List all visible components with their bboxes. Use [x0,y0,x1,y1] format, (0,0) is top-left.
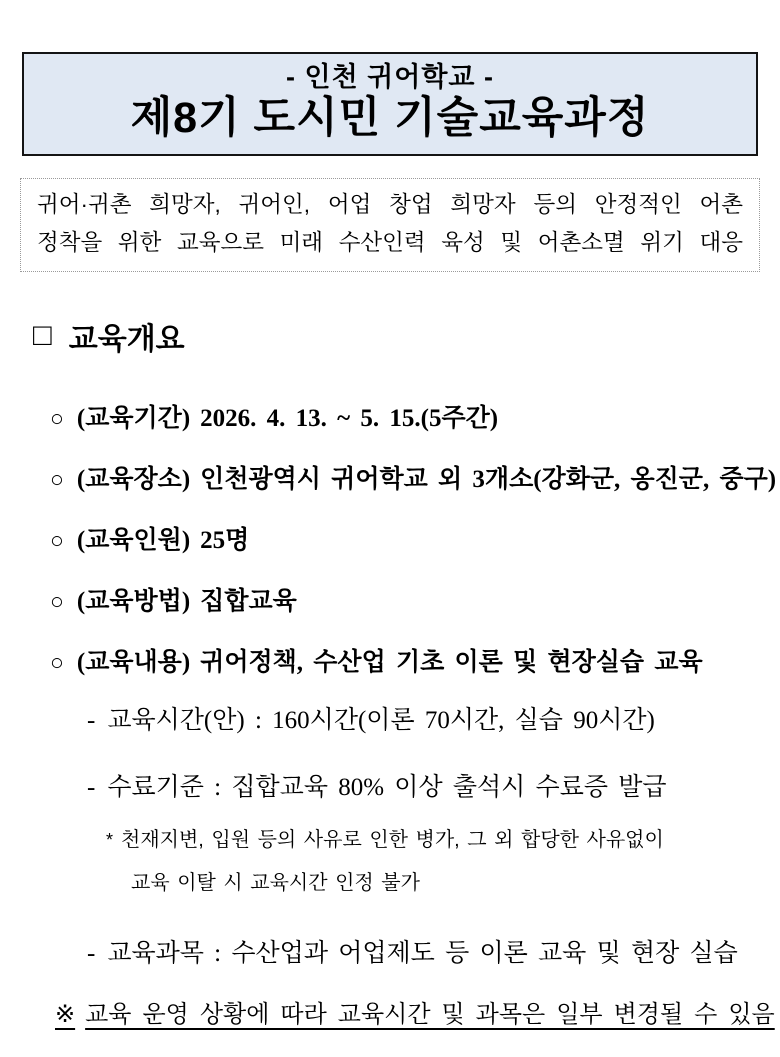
footnote [106,819,770,905]
section-heading [33,314,780,358]
item-label: (교육기간) [76,405,191,432]
footnote-line: 교육 이탈 시 교육시간 인정 불가 [131,872,420,894]
change-notice-underline [55,1002,775,1028]
item-value: 집합교육 [200,588,297,615]
detail-text: 교육과목 : 수산업과 어업제도 등 이론 교육 및 현장 실습 [107,940,738,967]
section-content [50,404,777,969]
item-label: (교육인원) [76,527,191,554]
circle-bullet-icon: ○ [50,589,64,614]
circle-bullet-icon: ○ [50,467,64,492]
detail-text: 교육시간(안) : 160시간(이론 70시간, 실습 90시간) [107,707,655,734]
reference-mark-icon: ※ [55,1002,76,1028]
item-label: (교육내용) [76,649,191,676]
footnote-text: 천재지변, 입원 등의 사유로 인한 병가, 그 외 합당한 사유없이 [121,829,664,851]
change-notice-text: 교육 운영 상황에 따라 교육시간 및 과목은 일부 변경될 수 있음 [85,1002,775,1028]
item-label: (교육장소) [76,466,191,493]
title-box [22,52,758,156]
detail-item-hours [87,705,770,736]
list-item-contents [50,648,770,678]
item-value: 2026. 4. 13. ~ 5. 15.(5주간) [200,405,499,432]
square-bullet-icon: □ [33,317,52,352]
summary-line: 정착을 위한 교육으로 미래 수산인력 육성 및 어촌소멸 위기 대응 [37,230,743,255]
footnote-line [106,819,770,862]
dash-bullet-icon: - [87,940,96,967]
item-value: 25명 [200,527,250,554]
list-item-period [50,404,770,434]
dash-bullet-icon: - [87,707,96,734]
list-item-method [50,587,770,617]
section-heading-label: 교육개요 [68,323,185,356]
item-value: 귀어정책, 수산업 기초 이론 및 현장실습 교육 [200,649,703,676]
summary-box [20,178,760,272]
list-item-location [50,465,777,495]
dash-bullet-icon: - [87,774,96,801]
document-title: 제8기 도시민 기술교육과정 [130,94,650,142]
asterisk-icon: * [106,830,114,850]
detail-item-completion [87,772,770,803]
document-page [0,52,780,1057]
circle-bullet-icon: ○ [50,406,64,431]
detail-list [87,705,770,969]
circle-bullet-icon: ○ [50,528,64,553]
document-subtitle: - 인천 귀어학교 - [286,62,494,92]
summary-line: 귀어·귀촌 희망자, 귀어인, 어업 창업 희망자 등의 안정적인 어촌 [37,192,743,217]
detail-item-subjects [87,938,770,969]
item-value: 인천광역시 귀어학교 외 3개소(강화군, 옹진군, 중구) [200,466,777,493]
list-item-capacity [50,526,770,556]
circle-bullet-icon: ○ [50,650,64,675]
item-label: (교육방법) [76,588,191,615]
detail-text: 수료기준 : 집합교육 80% 이상 출석시 수료증 발급 [107,774,667,801]
